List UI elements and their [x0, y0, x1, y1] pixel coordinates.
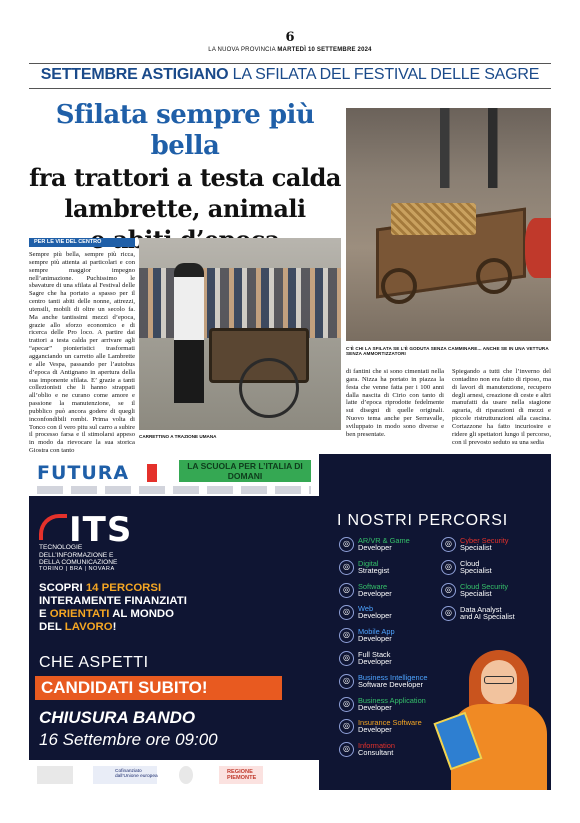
photo-basket: [391, 203, 476, 235]
pitch-highlight: 14 PERCORSI: [85, 582, 162, 594]
course-role: Consultant: [358, 748, 394, 758]
pitch-text: E: [39, 608, 50, 620]
course-icon: ◎: [339, 583, 354, 598]
pitch-text: !: [112, 621, 117, 633]
regione-text: REGIONE PIEMONTE: [227, 769, 257, 781]
course-item: [339, 627, 459, 647]
course-icon: ◎: [339, 697, 354, 712]
headline-line-1: Sfilata sempre più bella: [55, 100, 315, 161]
course-item: [339, 673, 459, 693]
course-title: Information: [358, 741, 395, 751]
ad-futura-logo: FUTURA: [37, 462, 130, 484]
course-icon: ◎: [441, 606, 456, 621]
course-title: Web: [358, 604, 374, 614]
photo-wheel: [381, 268, 417, 304]
ad-sponsor-logos: [37, 486, 311, 494]
course-icon: ◎: [339, 537, 354, 552]
section-rule-top: [29, 63, 551, 64]
ad-its-logo: ITS: [69, 510, 133, 550]
course-icon: ◎: [339, 651, 354, 666]
ad-its-locations: TORINO | BRA | NOVARA: [39, 566, 115, 572]
course-title: Cloud: [460, 559, 480, 568]
article-tag: PER LE VIE DEL CENTRO: [29, 238, 135, 247]
course-title: Digital: [358, 558, 379, 568]
photo-rickshaw: [139, 238, 341, 430]
course-title: Business Intelligence: [358, 672, 428, 682]
section-kicker: SETTEMBRE ASTIGIANO: [40, 66, 229, 83]
course-item: [441, 582, 551, 602]
course-icon: ◎: [339, 560, 354, 575]
pitch-highlight: ORIENTATI: [49, 608, 110, 620]
ad-chiusura-bando: CHIUSURA BANDO: [39, 708, 196, 727]
course-item: [441, 605, 551, 625]
photo-legs: [416, 108, 536, 188]
course-item: [441, 536, 551, 556]
ad-candidati-button[interactable]: CANDIDATI SUBITO!: [35, 676, 282, 700]
publication-line: [0, 47, 580, 53]
course-role: Software Developer: [358, 679, 423, 689]
photo-caption-right: C’È CHI LA SFILATA SE L’È GODUTA SENZA CAMMINARE... ANCHE SE IN UNA VETTURA SENZA AMMORTIZZATORI: [346, 346, 549, 356]
ad-futura-stripe: [147, 464, 157, 482]
course-title: Software: [358, 581, 388, 591]
course-item: [339, 696, 459, 716]
course-icon: ◎: [339, 742, 354, 757]
course-title: Cyber Security: [460, 536, 509, 545]
pitch-text: INTERAMENTE FINANZIATI: [39, 595, 187, 607]
advertisement-its[interactable]: [29, 454, 551, 790]
course-title: Cloud Security: [460, 582, 509, 591]
ad-footer-logos: [29, 760, 319, 790]
course-title: AR/VR & Game: [358, 536, 410, 545]
ad-scuola-badge: LA SCUOLA PER L’ITALIA DI DOMANI: [179, 460, 311, 482]
section-rule-bottom: [29, 88, 551, 89]
course-role: Developer: [358, 702, 392, 712]
headline-line-3: lambrette, animali: [64, 194, 306, 223]
article-column-1: Sempre più bella, sempre più ricca, sempre più attenta ai particolari e con sempre maggior impegno nell’animazione. Puchissimo le sbavature di una sfilata al Festival delle Sagre che ha portato a spasso per il centro tanti abiti delle nonne, attrezzi, utensili, mobili di oltre un secolo fa. Ma anche tantissimi mezzi d’epoca, grazie allo sforzo economico e di ricerca delle Pro loco. A partire dai trattori a testa calda per arrivare agli “apecar” pionieristici trasformati agganciando un carretto alle Lambrette e alle Vespa, passando per l’autobus d’epoca di Antignano in apertura della sua imponente sfilata. E’ grazie a tanti collezionisti che li hanno strappati all’oblio e ne curano come amore e passione la manutenzione, se il pubblico può ancora godere di quegli inconfondibili rombi. Prima volta di Tonco con il vero pitu sul carro a subire il processo farsa e il stimolarsi appeso in modo da rievocare la sua storica Giostra con tanto: [29, 251, 135, 455]
course-role: Developer: [358, 611, 392, 621]
its-sub-line-2: DELL’INFORMAZIONE E: [39, 551, 114, 559]
section-topic: LA SFILATA DEL FESTIVAL DELLE SAGRE: [232, 66, 540, 83]
photo-wheel: [476, 258, 512, 294]
course-item: [441, 559, 551, 579]
course-title: Data Analyst: [460, 605, 502, 614]
course-title: Insurance Software: [358, 718, 422, 728]
course-role: Specialist: [460, 543, 492, 552]
course-role: Developer: [358, 634, 392, 644]
ad-its-subtitle: [39, 544, 117, 567]
ad-pitch: [39, 582, 249, 634]
course-role: Developer: [358, 588, 392, 598]
its-logo-arc-icon: [39, 514, 67, 540]
course-role: Specialist: [460, 566, 492, 575]
course-role: and AI Specialist: [460, 612, 515, 621]
course-title: Business Application: [358, 695, 426, 705]
eu-text: Cofinanziato dall’Unione europea: [115, 769, 158, 779]
course-icon: ◎: [441, 560, 456, 575]
pitch-text: DEL: [39, 621, 65, 633]
pitch-text: AL MONDO: [109, 608, 175, 620]
section-heading: [29, 66, 551, 84]
course-icon: ◎: [441, 537, 456, 552]
ad-courses-heading: I NOSTRI PERCORSI: [337, 512, 508, 529]
pitch-highlight: LAVORO: [64, 621, 113, 633]
ad-che-aspetti: CHE ASPETTI: [39, 654, 149, 671]
photo-caption-mid: CARRETTINO A TRAZIONE UMANA: [139, 434, 217, 439]
page-number: 6: [285, 30, 295, 45]
course-icon: ◎: [441, 583, 456, 598]
course-title: Full Stack: [358, 650, 391, 659]
ad-student-glasses: [484, 676, 514, 684]
course-icon: ◎: [339, 674, 354, 689]
course-icon: ◎: [339, 605, 354, 620]
publication-date: MARTEDÌ 10 SETTEMBRE 2024: [277, 47, 372, 53]
photo-wheel: [239, 358, 299, 418]
photo-cart-parade: [346, 108, 551, 341]
pitch-text: SCOPRI: [39, 582, 86, 594]
course-icon: ◎: [339, 628, 354, 643]
course-item: [339, 650, 459, 670]
course-role: Developer: [358, 725, 392, 735]
photo-man: [174, 263, 204, 403]
article-column-3: di fantini che si sono cimentati nella gara. Nizza ha portato in piazza la festa che venne fatta per i 100 anni dalla nascita di Cirio con tanto di latte d’epoca riprodotte fedelmente sui disegni di quelle originali. Nuovo tema anche per Serravalle, sviluppato in modo sono diverse e ben presentate.: [346, 368, 444, 438]
course-role: Strategist: [358, 565, 390, 575]
article-headline: [29, 100, 341, 255]
photo-red-dress: [525, 218, 551, 278]
course-role: Developer: [358, 657, 392, 666]
headline-line-2: fra trattori a testa calda: [29, 163, 341, 192]
its-sub-line-1: TECNOLOGIE: [39, 544, 83, 551]
footer-logo-1: [37, 766, 73, 784]
page-header: [0, 30, 580, 53]
course-title: Mobile App: [358, 627, 395, 637]
course-role: Specialist: [460, 589, 492, 598]
course-icon: ◎: [339, 719, 354, 734]
course-role: Developer: [358, 543, 392, 552]
emblem-icon: [179, 766, 193, 784]
its-sub-line-3: DELLA COMUNICAZIONE: [39, 559, 118, 566]
article-column-4: Spiegando a tutti che l’inverno del contadino non era fatto di riposo, ma di lavori di manutenzione, recupero degli arnesi, creazione di ceste e altri manufatti da usare nella stagione agraria, di riparazioni di mezzi e piccole ristrutturazioni alla cascina. Cortazzone ha fatto incuriosire e ridere gli spettatori lungo il percorso, con il prevosto seduto su una sedia: [452, 368, 551, 446]
publication-name: LA NUOVA PROVINCIA: [208, 47, 276, 53]
ad-deadline: 16 Settembre ore 09:00: [39, 730, 218, 749]
